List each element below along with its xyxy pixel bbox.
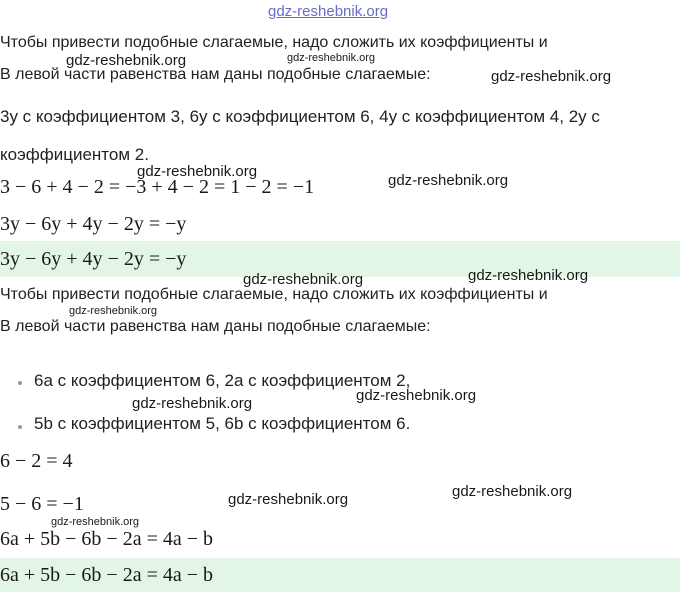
watermark: gdz-reshebnik.org	[388, 172, 509, 189]
given-text-2: В левой части равенства нам даны подобные слагаемые:	[0, 318, 431, 335]
bullet-item-2: 5b с коэффициентом 5, 6b с коэффициентом 6.	[34, 414, 411, 433]
bullet-dot-2	[18, 425, 22, 429]
equation-line-2: 6a + 5b − 6b − 2a = 4a − b	[0, 528, 214, 550]
watermark: gdz-reshebnik.org	[228, 491, 349, 508]
watermark: gdz-reshebnik.org	[51, 516, 140, 528]
intro-text-2: Чтобы привести подобные слагаемые, надо сложить их коэффициенты и	[0, 286, 548, 303]
watermark: gdz-reshebnik.org	[137, 163, 258, 180]
equation-line-1: 3y − 6y + 4y − 2y = −y	[0, 213, 187, 235]
intro-text-1: Чтобы привести подобные слагаемые, надо сложить их коэффициенты и	[0, 34, 548, 51]
bullet-dot-1	[18, 381, 22, 385]
watermark: gdz-reshebnik.org	[356, 387, 477, 404]
calc-line-1: 3 − 6 + 4 − 2 = −3 + 4 − 2 = 1 − 2 = −1	[0, 176, 315, 198]
calc-line-2: 6 − 2 = 4	[0, 450, 73, 472]
watermark: gdz-reshebnik.org	[243, 271, 364, 288]
watermark: gdz-reshebnik.org	[491, 68, 612, 85]
watermark: gdz-reshebnik.org	[69, 305, 158, 317]
calc-line-3: 5 − 6 = −1	[0, 493, 84, 515]
bullet-item-1: 6a с коэффициентом 6, 2a с коэффициентом 2,	[34, 371, 411, 390]
given-text-1: В левой части равенства нам даны подобные слагаемые:	[0, 66, 431, 83]
watermark: gdz-reshebnik.org	[468, 267, 589, 284]
watermark: gdz-reshebnik.org	[66, 52, 187, 69]
watermark: gdz-reshebnik.org	[452, 483, 573, 500]
answer-line-2: 6a + 5b − 6b − 2a = 4a − b	[0, 564, 214, 586]
watermark-top[interactable]: gdz-reshebnik.org	[268, 3, 389, 20]
terms-line-1	[0, 107, 600, 127]
terms-line-text: 3y с коэффициентом 3, 6y с коэффициентом 6, 4y с коэффициентом 4, 2y с	[0, 107, 600, 126]
answer-line-1: 3y − 6y + 4y − 2y = −y	[0, 248, 187, 270]
terms-line-2: коэффициентом 2.	[0, 145, 149, 164]
watermark: gdz-reshebnik.org	[132, 395, 253, 412]
watermark: gdz-reshebnik.org	[287, 52, 376, 64]
